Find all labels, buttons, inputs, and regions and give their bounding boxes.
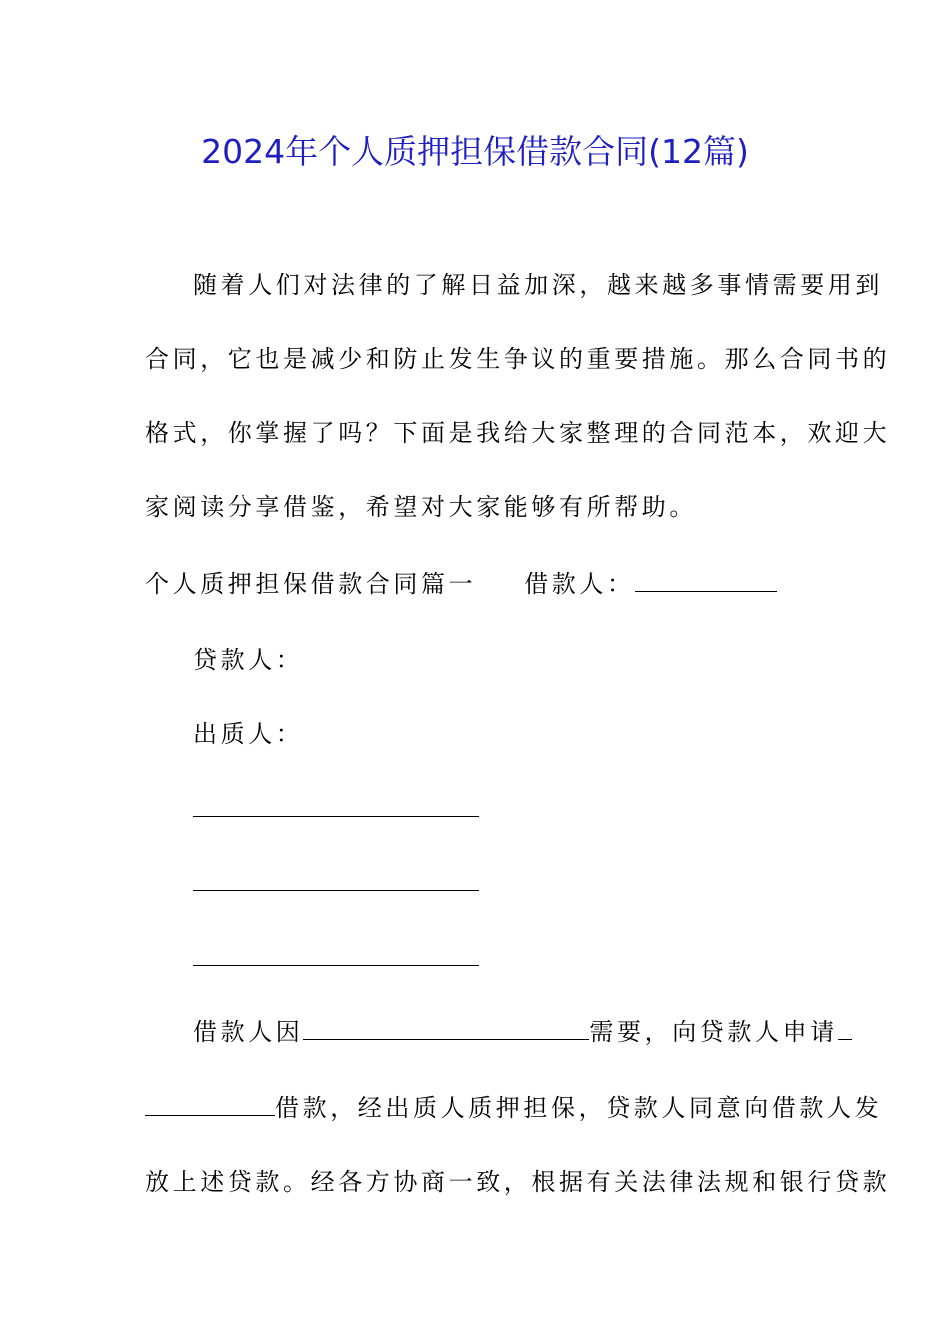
clause-line-3: 放上述贷款。经各方协商一致，根据有关法律法规和银行贷款 [145, 1168, 891, 1196]
intro-line-3: 格式，你掌握了吗？下面是我给大家整理的合同范本，欢迎大 [145, 419, 891, 447]
lender-label: 贷款人： [193, 646, 304, 674]
contract-heading-line [145, 569, 777, 599]
clause-part-1: 借款人因 [193, 1018, 304, 1046]
signature-line-1 [193, 816, 479, 817]
intro-line-1: 随着人们对法律的了解日益加深，越来越多事情需要用到 [193, 271, 883, 299]
purpose-blank [303, 1017, 589, 1040]
amount-blank-start [838, 1017, 852, 1040]
clause-part-3: 借款，经出质人质押担保，贷款人同意向借款人发 [275, 1094, 883, 1122]
borrower-blank [635, 569, 777, 592]
clause-line-2 [145, 1093, 882, 1123]
pledgor-label: 出质人： [193, 720, 304, 748]
contract-heading: 个人质押担保借款合同篇一 [145, 570, 477, 598]
amount-blank [145, 1093, 275, 1116]
clause-line-1 [193, 1017, 852, 1047]
borrower-label: 借款人： [524, 570, 635, 598]
signature-line-3 [193, 965, 479, 966]
document-title: 2024年个人质押担保借款合同(12篇) [201, 132, 749, 171]
intro-line-2: 合同，它也是减少和防止发生争议的重要措施。那么合同书的 [145, 345, 891, 373]
clause-part-2: 需要，向贷款人申请 [589, 1018, 838, 1046]
signature-line-2 [193, 890, 479, 891]
intro-line-4: 家阅读分享借鉴，希望对大家能够有所帮助。 [145, 493, 697, 521]
